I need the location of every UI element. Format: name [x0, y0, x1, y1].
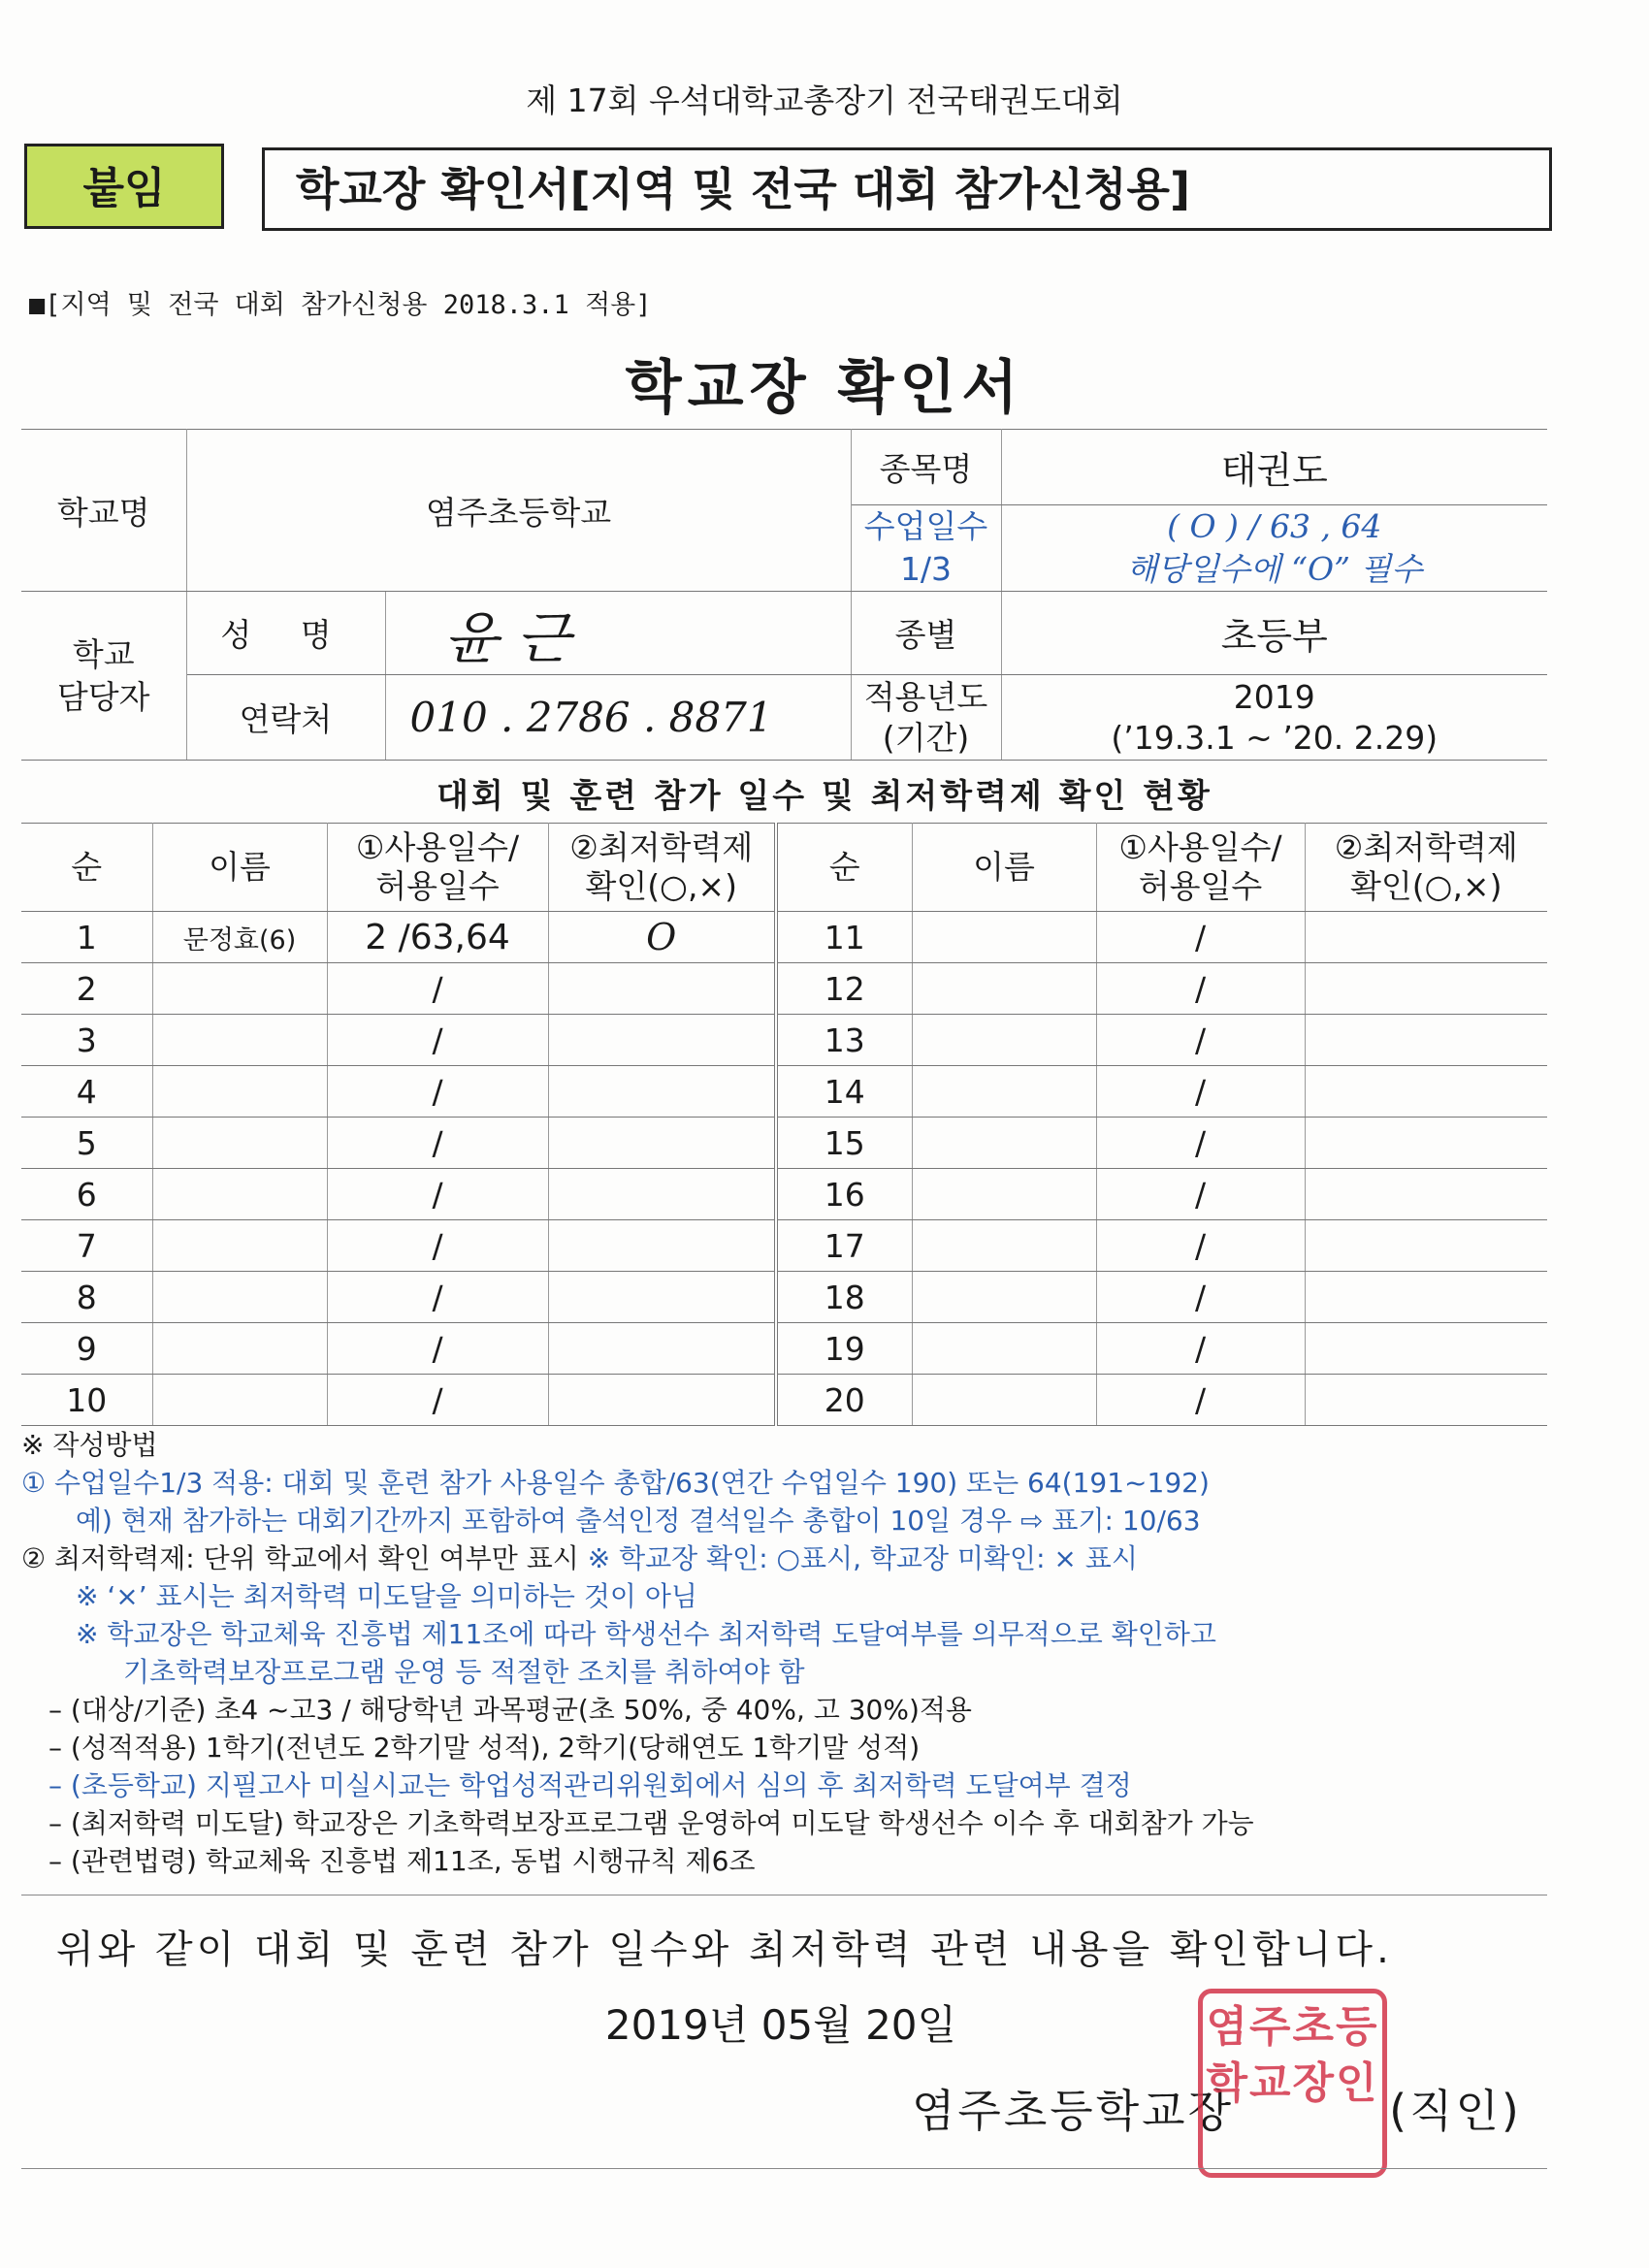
- seq-cell: 7: [21, 1220, 152, 1272]
- info-table: [21, 429, 1547, 761]
- method-title: ※ 작성방법: [21, 1429, 158, 1461]
- min-cell: [548, 1066, 776, 1118]
- contact-label: 연락처: [186, 675, 385, 761]
- class-days-fraction: 1/3: [899, 550, 953, 588]
- principal-name: 염주초등학교장: [912, 2085, 1235, 2137]
- seq-cell: 11: [776, 912, 912, 963]
- method-line: ② 최저학력제: 단위 학교에서 확인 여부만 표시: [21, 1542, 588, 1574]
- table-row: [21, 1323, 1547, 1375]
- days-cell: /: [327, 1323, 548, 1375]
- seq-cell: 2: [21, 963, 152, 1015]
- seal-note: (직인): [1389, 2085, 1522, 2137]
- name-cell: [912, 1015, 1096, 1066]
- name-cell: 문정효(6): [152, 912, 327, 963]
- staff-name: 윤 근: [385, 592, 851, 675]
- table-row: [21, 1272, 1547, 1323]
- bottom-divider: [21, 2168, 1547, 2169]
- event-title: 제 17회 우석대학교총장기 전국태권도대회: [526, 81, 1123, 119]
- days-cell: /: [327, 1272, 548, 1323]
- days-cell: /: [327, 1066, 548, 1118]
- days-cell: /: [1096, 1066, 1305, 1118]
- section-title: 대회 및 훈련 참가 일수 및 최저학력제 확인 현황: [436, 777, 1212, 816]
- applicability-note: ■[지역 및 전국 대회 참가신청용 2018.3.1 적용]: [29, 290, 652, 320]
- min-cell: [1305, 1169, 1547, 1220]
- name-cell: [912, 1066, 1096, 1118]
- days-cell: /: [1096, 1118, 1305, 1169]
- method-line: – (대상/기준) 초4 ~고3 / 해당학년 과목평균(초 50%, 중 40%, 고 30%)적용: [48, 1694, 972, 1726]
- method-line: – (관련법령) 학교체육 진흥법 제11조, 동법 시행규칙 제6조: [48, 1845, 756, 1877]
- min-header: ②최저학력제: [569, 828, 754, 866]
- min-cell: [1305, 1220, 1547, 1272]
- seal-text: 염주초등: [1206, 2002, 1379, 2052]
- days-cell: /: [327, 1375, 548, 1426]
- table-row: [21, 1015, 1547, 1066]
- seq-cell: 13: [776, 1015, 912, 1066]
- category-value: 초등부: [1001, 592, 1547, 675]
- period-range: (’19.3.1 ~ ’20. 2.29): [1111, 718, 1439, 757]
- min-cell: O: [548, 912, 776, 963]
- min-cell: [548, 1118, 776, 1169]
- name-cell: [912, 1169, 1096, 1220]
- days-cell: /: [327, 1015, 548, 1066]
- name-cell: [912, 1323, 1096, 1375]
- min-cell: [1305, 1066, 1547, 1118]
- days-header-2: 허용일수: [375, 867, 500, 905]
- period-label-2: (기간): [882, 718, 970, 757]
- staff-label-2: 담당자: [56, 677, 150, 716]
- writing-method: [21, 1426, 1554, 1880]
- class-days-value: ( O ) / 63 , 64: [1167, 507, 1382, 545]
- name-header: 이름: [152, 824, 327, 912]
- seq-cell: 19: [776, 1323, 912, 1375]
- days-cell: /: [1096, 1220, 1305, 1272]
- method-line: ① 수업일수1/3 적용: 대회 및 훈련 참가 사용일수 총합/63(연간 수업일수 190) 또는 64(191~192): [21, 1467, 1210, 1499]
- seal-text: 학교장인: [1206, 2058, 1379, 2108]
- days-cell: /: [327, 1169, 548, 1220]
- min-cell: [548, 1323, 776, 1375]
- min-header-2: 확인(○,×): [585, 867, 737, 905]
- seq-cell: 10: [21, 1375, 152, 1426]
- min-cell: [548, 1015, 776, 1066]
- sport-value: 태권도: [1001, 430, 1547, 505]
- roster-table: [21, 823, 1547, 1426]
- school-value: 염주초등학교: [186, 430, 851, 592]
- table-row: [21, 963, 1547, 1015]
- document-date: 2019년 05월 20일: [604, 2001, 957, 2049]
- name-cell: [152, 1220, 327, 1272]
- seq-cell: 4: [21, 1066, 152, 1118]
- days-cell: /: [327, 1220, 548, 1272]
- name-cell: [912, 1220, 1096, 1272]
- name-cell: [152, 1015, 327, 1066]
- name-cell: [152, 1118, 327, 1169]
- name-cell: [912, 1118, 1096, 1169]
- seq-cell: 5: [21, 1118, 152, 1169]
- seq-cell: 20: [776, 1375, 912, 1426]
- seq-cell: 17: [776, 1220, 912, 1272]
- table-row: [21, 1375, 1547, 1426]
- method-line: – (초등학교) 지필고사 미실시교는 학업성적관리위원회에서 심의 후 최저학력 도달여부 결정: [48, 1769, 1132, 1801]
- official-seal: [1198, 1989, 1387, 2178]
- days-cell: /: [1096, 1169, 1305, 1220]
- table-row: [21, 912, 1547, 963]
- min-cell: [548, 1272, 776, 1323]
- name-cell: [912, 963, 1096, 1015]
- min-cell: [548, 1220, 776, 1272]
- seq-cell: 1: [21, 912, 152, 963]
- table-row: [21, 1118, 1547, 1169]
- seq-cell: 12: [776, 963, 912, 1015]
- name-cell: [152, 1375, 327, 1426]
- name-cell: [912, 1375, 1096, 1426]
- days-cell: /: [327, 963, 548, 1015]
- method-line: – (최저학력 미도달) 학교장은 기초학력보장프로그램 운영하여 미도달 학생선수 이수 후 대회참가 가능: [48, 1807, 1254, 1839]
- name-cell: [912, 1272, 1096, 1323]
- days-cell: /: [1096, 912, 1305, 963]
- days-cell: 2 /63,64: [327, 912, 548, 963]
- days-cell: /: [1096, 1272, 1305, 1323]
- document-heading: 학교장 확인서: [625, 354, 1024, 422]
- days-header: ①사용일수/: [1118, 828, 1282, 866]
- name-header: 이름: [912, 824, 1096, 912]
- min-cell: [1305, 1015, 1547, 1066]
- name-cell: [152, 963, 327, 1015]
- min-cell: [548, 1169, 776, 1220]
- method-line: ※ 학교장 확인: ○표시, 학교장 미확인: × 표시: [587, 1542, 1138, 1574]
- min-cell: [1305, 1375, 1547, 1426]
- name-cell: [912, 912, 1096, 963]
- days-cell: /: [1096, 1015, 1305, 1066]
- table-row: [21, 1066, 1547, 1118]
- seq-cell: 15: [776, 1118, 912, 1169]
- class-days-label: 수업일수: [863, 507, 988, 545]
- days-cell: /: [327, 1118, 548, 1169]
- school-label: 학교명: [21, 430, 186, 592]
- min-cell: [548, 963, 776, 1015]
- method-line: 예) 현재 참가하는 대회기간까지 포함하여 출석인정 결석일수 총합이 10일 경우 ⇨ 표기: 10/63: [76, 1505, 1201, 1537]
- min-cell: [1305, 912, 1547, 963]
- seq-cell: 6: [21, 1169, 152, 1220]
- category-label: 종별: [851, 592, 1001, 675]
- seq-cell: 18: [776, 1272, 912, 1323]
- contact-value: 010 . 2786 . 8871: [385, 675, 851, 761]
- min-cell: [1305, 1323, 1547, 1375]
- min-cell: [548, 1375, 776, 1426]
- min-header-2: 확인(○,×): [1350, 867, 1503, 905]
- form-title: 학교장 확인서[지역 및 전국 대회 참가신청용]: [262, 147, 1552, 231]
- min-cell: [1305, 1272, 1547, 1323]
- seq-cell: 9: [21, 1323, 152, 1375]
- period-year: 2019: [1233, 677, 1315, 716]
- method-line: – (성적적용) 1학기(전년도 2학기말 성적), 2학기(당해연도 1학기말 성적): [48, 1732, 921, 1764]
- period-label: 적용년도: [863, 677, 988, 716]
- days-cell: /: [1096, 1375, 1305, 1426]
- attachment-tag: 붙임: [24, 144, 224, 229]
- days-cell: /: [1096, 1323, 1305, 1375]
- days-header: ①사용일수/: [355, 828, 520, 866]
- method-line: 기초학력보장프로그램 운영 등 적절한 조치를 취하여야 함: [123, 1656, 805, 1688]
- days-header-2: 허용일수: [1138, 867, 1263, 905]
- min-cell: [1305, 1118, 1547, 1169]
- staff-label: 학교: [72, 634, 135, 673]
- min-header: ②최저학력제: [1334, 828, 1518, 866]
- sport-label: 종목명: [851, 430, 1001, 505]
- confirmation-statement: 위와 같이 대회 및 훈련 참가 일수와 최저학력 관련 내용을 확인합니다.: [56, 1928, 1393, 1972]
- name-cell: [152, 1066, 327, 1118]
- seq-cell: 16: [776, 1169, 912, 1220]
- table-row: [21, 1220, 1547, 1272]
- seq-cell: 8: [21, 1272, 152, 1323]
- seq-header: 순: [21, 824, 152, 912]
- class-days-note: 해당일수에 “O” 필수: [1126, 550, 1423, 588]
- seq-cell: 3: [21, 1015, 152, 1066]
- name-cell: [152, 1169, 327, 1220]
- name-cell: [152, 1272, 327, 1323]
- min-cell: [1305, 963, 1547, 1015]
- method-line: ※ 학교장은 학교체육 진흥법 제11조에 따라 학생선수 최저학력 도달여부를 의무적으로 확인하고: [76, 1618, 1216, 1650]
- table-row: [21, 1169, 1547, 1220]
- days-cell: /: [1096, 963, 1305, 1015]
- seq-header: 순: [776, 824, 912, 912]
- name-cell: [152, 1323, 327, 1375]
- name-label: 성 명: [186, 592, 385, 675]
- method-line: ※ ‘×’ 표시는 최저학력 미도달을 의미하는 것이 아님: [76, 1580, 697, 1612]
- seq-cell: 14: [776, 1066, 912, 1118]
